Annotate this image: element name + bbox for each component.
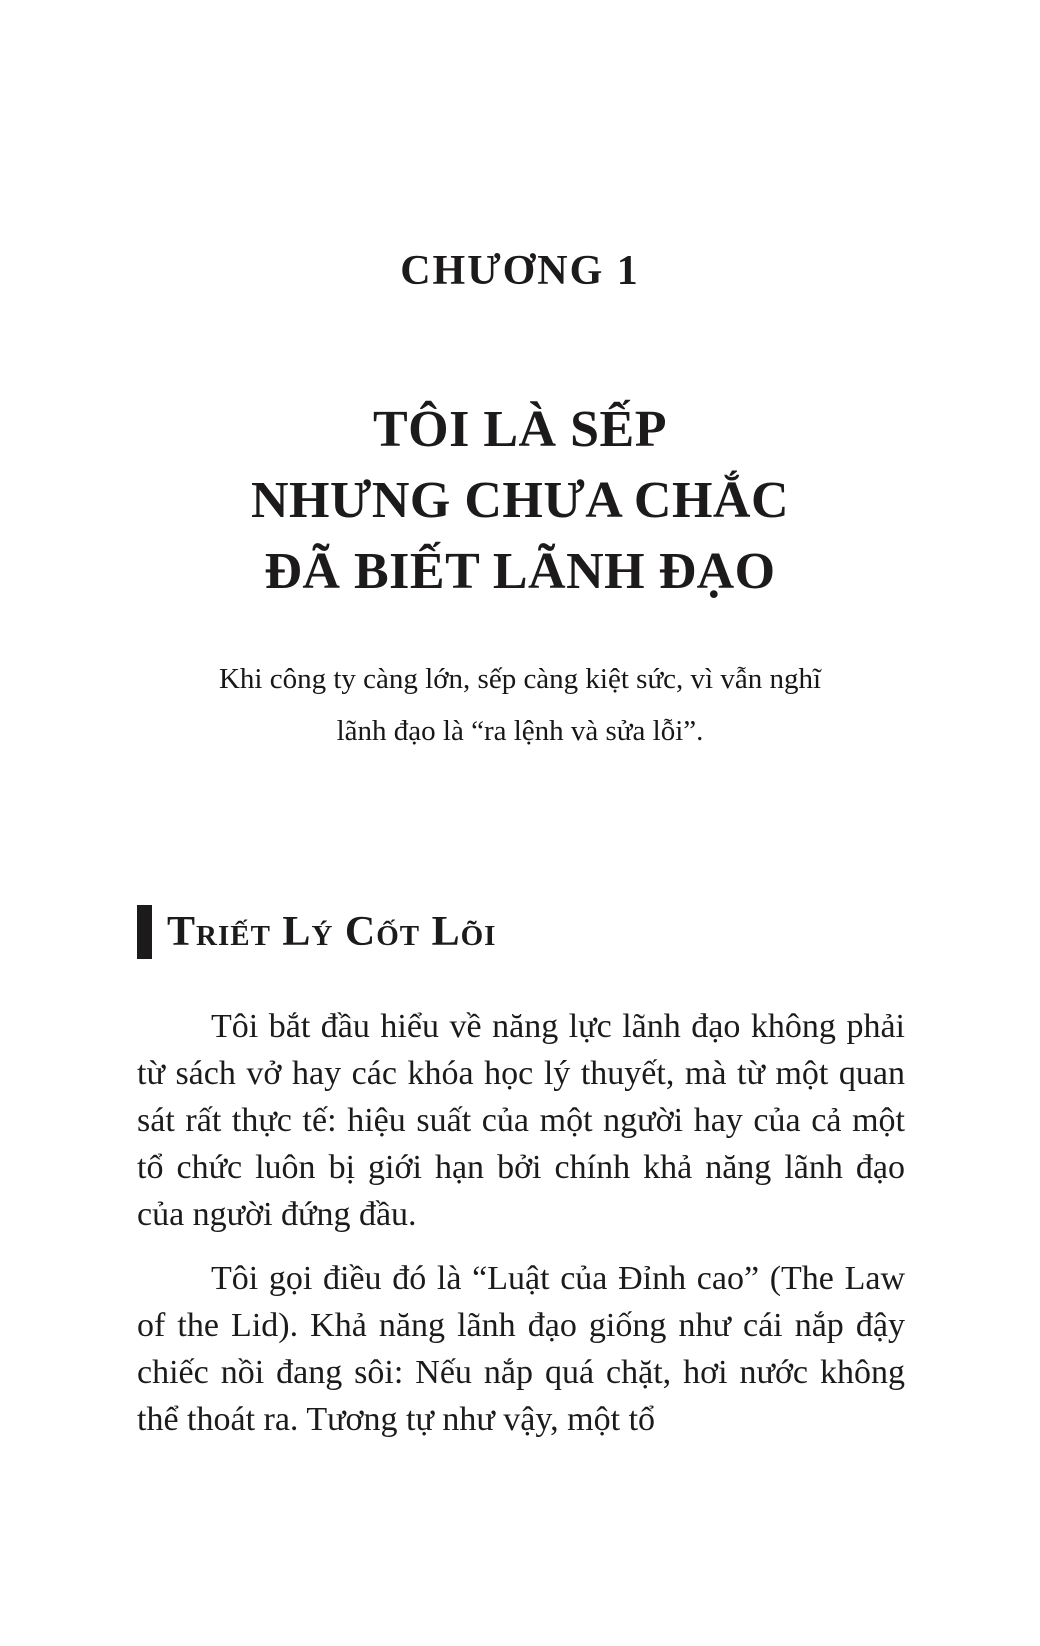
chapter-label: CHƯƠNG 1 xyxy=(400,248,640,294)
epigraph-line: lãnh đạo là “ra lệnh và sửa lỗi”. xyxy=(336,715,704,747)
body-paragraph: Tôi bắt đầu hiểu về năng lực lãnh đạo không phải từ sách vở hay các khóa học lý thuyết, mà từ một quan sát rất thực tế: hiệu suất của một người hay của cả một tổ chức luôn bị giới hạn bởi chính khả năng lãnh đạo của người đứng đầu. xyxy=(137,1008,905,1233)
heading-accent-bar xyxy=(137,905,152,959)
chapter-title-line: ĐÃ BIẾT LÃNH ĐẠO xyxy=(264,543,776,600)
chapter-title xyxy=(0,394,1040,607)
chapter-title-line: TÔI LÀ SẾP xyxy=(373,401,667,458)
section-heading-text: Triết Lý Cốt Lõi xyxy=(167,909,497,955)
body-paragraph: Tôi gọi điều đó là “Luật của Đỉnh cao” (The Law of the Lid). Khả năng lãnh đạo giống như cái nắp đậy chiếc nồi đang sôi: Nếu nắp quá chặt, hơi nước không thể thoát ra. Tương tự như vậy, một tổ xyxy=(137,1260,905,1438)
epigraph-quote xyxy=(0,653,1040,757)
section-heading xyxy=(137,905,1040,959)
epigraph-line: Khi công ty càng lớn, sếp càng kiệt sức, vì vẫn nghĩ xyxy=(218,663,822,695)
chapter-title-line: NHƯNG CHƯA CHẮC xyxy=(250,472,790,529)
